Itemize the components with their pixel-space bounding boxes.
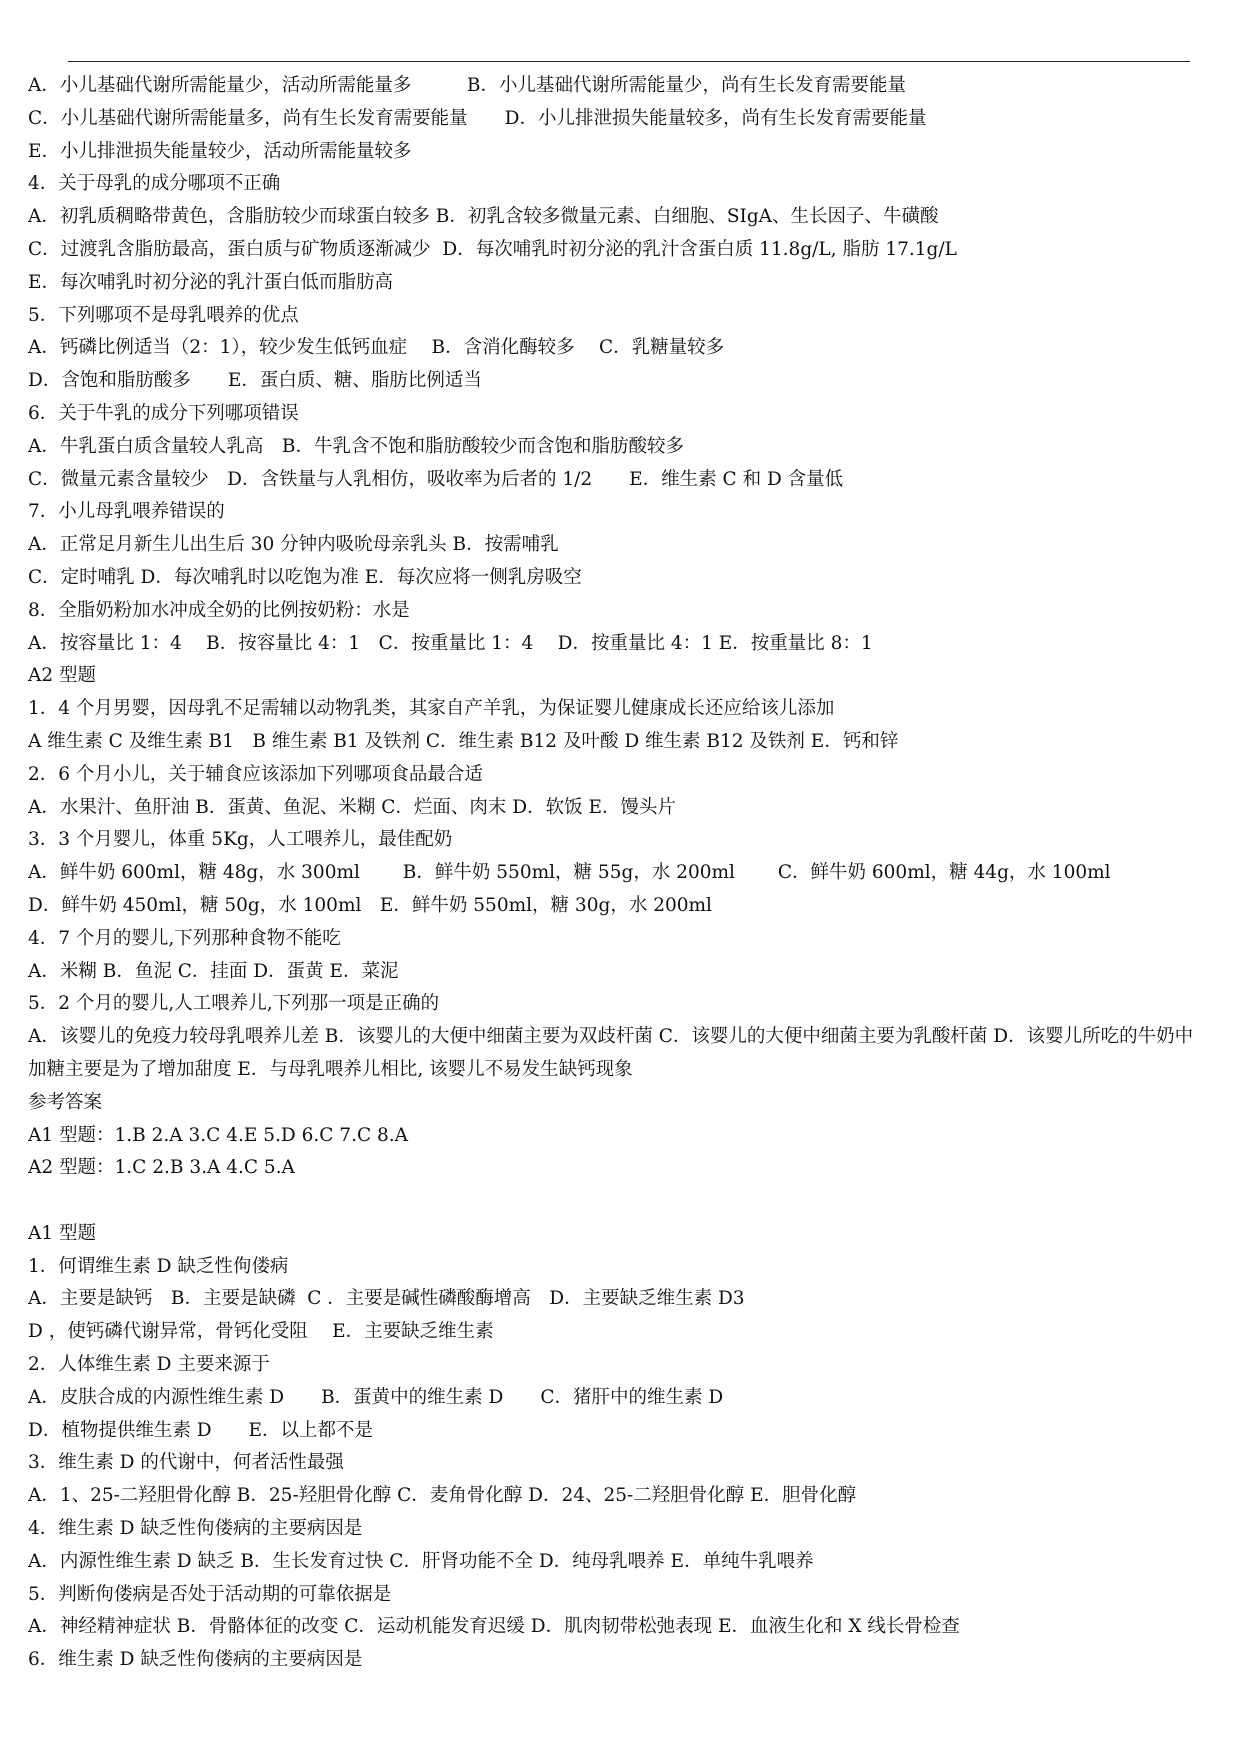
text-line: A．1、25-二羟胆骨化醇 B．25-羟胆骨化醇 C．麦角骨化醇 D．24、25-二羟胆骨化醇 E．胆骨化醇 (28, 1485, 857, 1507)
question-line: 5．2 个月的婴儿,人工喂养儿,下列那一项是正确的 (28, 993, 440, 1015)
text-line: D．鲜牛奶 450ml，糖 50g，水 100ml E．鲜牛奶 550ml，糖 30g，水 200ml (28, 894, 712, 916)
text-line: A．水果汁、鱼肝油 B．蛋黄、鱼泥、米糊 C．烂面、肉末 D．软饭 E．馒头片 (28, 796, 676, 818)
text-line: A．主要是缺钙 B．主要是缺磷 C ．主要是碱性磷酸酶增高 D．主要缺乏维生素 D3 (28, 1288, 745, 1310)
text-line: A．鲜牛奶 600ml，糖 48g，水 300ml B．鲜牛奶 550ml，糖 55g，水 200ml C．鲜牛奶 600ml，糖 44g，水 100ml (28, 862, 1111, 884)
question-line: 1．何谓维生素 D 缺乏性佝偻病 (28, 1255, 289, 1277)
question-line: 5．判断佝偻病是否处于活动期的可靠依据是 (28, 1583, 392, 1605)
question-line: 4．维生素 D 缺乏性佝偻病的主要病因是 (28, 1518, 363, 1540)
text-line: A．米糊 B．鱼泥 C．挂面 D．蛋黄 E．菜泥 (28, 960, 399, 982)
question-line: 2．人体维生素 D 主要来源于 (28, 1354, 270, 1376)
question-line: 5．下列哪项不是母乳喂养的优点 (28, 304, 299, 326)
text-line: D．含饱和脂肪酸多 E．蛋白质、糖、脂肪比例适当 (28, 370, 482, 392)
header-rule (68, 61, 1190, 62)
question-line: 3．3 个月婴儿，体重 5Kg，人工喂养儿，最佳配奶 (28, 829, 453, 851)
section-heading: A2 型题 (28, 665, 97, 687)
question-line: 4．7 个月的婴儿,下列那种食物不能吃 (28, 927, 341, 949)
text-line: A．钙磷比例适当（2：1），较少发生低钙血症 B．含消化酶较多 C．乳糖量较多 (28, 337, 725, 359)
question-line: 6．维生素 D 缺乏性佝偻病的主要病因是 (28, 1649, 363, 1671)
question-line: 8．全脂奶粉加水冲成全奶的比例按奶粉：水是 (28, 599, 410, 621)
question-line: 4．关于母乳的成分哪项不正确 (28, 173, 281, 195)
text-line: A．牛乳蛋白质含量较人乳高 B．牛乳含不饱和脂肪酸较少而含饱和脂肪酸较多 (28, 435, 684, 457)
text-line: A．正常足月新生儿出生后 30 分钟内吸吮母亲乳头 B．按需哺乳 (28, 534, 559, 556)
question-line: 3．维生素 D 的代谢中，何者活性最强 (28, 1452, 344, 1474)
answers-a2: A2 型题：1.C 2.B 3.A 4.C 5.A (28, 1157, 295, 1179)
text-line: A 维生素 C 及维生素 B1 B 维生素 B1 及铁剂 C．维生素 B12 及叶酸 D 维生素 B12 及铁剂 E．钙和锌 (28, 730, 899, 752)
text-line: D．植物提供维生素 D E．以上都不是 (28, 1419, 374, 1441)
text-line: A．皮肤合成的内源性维生素 D B．蛋黄中的维生素 D C．猪肝中的维生素 D (28, 1386, 724, 1408)
wrapped-options: A．该婴儿的免疫力较母乳喂养儿差 B．该婴儿的大便中细菌主要为双歧杆菌 C．该婴儿的大便中细菌主要为乳酸杆菌 D．该婴儿所吃的牛奶中加糖主要是为了增加甜度 E．与母乳喂养儿相比, 该婴儿不易发生缺钙现象 (28, 1026, 1194, 1080)
text-line: C．小儿基础代谢所需能量多，尚有生长发育需要能量 D．小儿排泄损失能量较多，尚有生长发育需要能量 (28, 107, 927, 129)
document-body (28, 70, 1208, 1677)
chapter-heading-line (28, 1185, 1208, 1218)
question-line: 6．关于牛乳的成分下列哪项错误 (28, 402, 299, 424)
text-line: A．神经精神症状 B．骨骼体征的改变 C．运动机能发育迟缓 D．肌肉韧带松弛表现 E．血液生化和 X 线长骨检查 (28, 1616, 960, 1638)
text-line: C．微量元素含量较少 D．含铁量与人乳相仿，吸收率为后者的 1/2 E．维生素 C 和 D 含量低 (28, 468, 844, 490)
question-line: 2．6 个月小儿，关于辅食应该添加下列哪项食品最合适 (28, 763, 483, 785)
text-line: A．按容量比 1：4 B．按容量比 4：1 C．按重量比 1：4 D．按重量比 4：1 E．按重量比 8：1 (28, 632, 873, 654)
text-line: C．过渡乳含脂肪最高，蛋白质与矿物质逐渐减少 D．每次哺乳时初分泌的乳汁含蛋白质 11.8g/L, 脂肪 17.1g/L (28, 238, 957, 260)
text-line: A．内源性维生素 D 缺乏 B．生长发育过快 C．肝肾功能不全 D．纯母乳喂养 E．单纯牛乳喂养 (28, 1550, 814, 1572)
text-line: E．小儿排泄损失能量较少，活动所需能量较多 (28, 140, 412, 162)
answers-title: 参考答案 (28, 1091, 103, 1113)
text-line: C．定时哺乳 D．每次哺乳时以吃饱为准 E．每次应将一侧乳房吸空 (28, 566, 582, 588)
answers-a1: A1 型题：1.B 2.A 3.C 4.E 5.D 6.C 7.C 8.A (28, 1124, 409, 1146)
question-line: 1．4 个月男婴，因母乳不足需辅以动物乳类，其家自产羊乳，为保证婴儿健康成长还应给该儿添加 (28, 698, 835, 720)
text-line: E．每次哺乳时初分泌的乳汁蛋白低而脂肪高 (28, 271, 394, 293)
text-line: A．初乳质稠略带黄色，含脂肪较少而球蛋白较多 B．初乳含较多微量元素、白细胞、SIgA、生长因子、牛磺酸 (28, 206, 939, 228)
question-line: 7．小儿母乳喂养错误的 (28, 501, 225, 523)
text-line: D ，使钙磷代谢异常，骨钙化受阻 E．主要缺乏维生素 (28, 1321, 494, 1343)
section-heading: A1 型题 (28, 1222, 97, 1244)
text-line: A．小儿基础代谢所需能量少，活动所需能量多 B．小儿基础代谢所需能量少，尚有生长发育需要能量 (28, 75, 906, 96)
